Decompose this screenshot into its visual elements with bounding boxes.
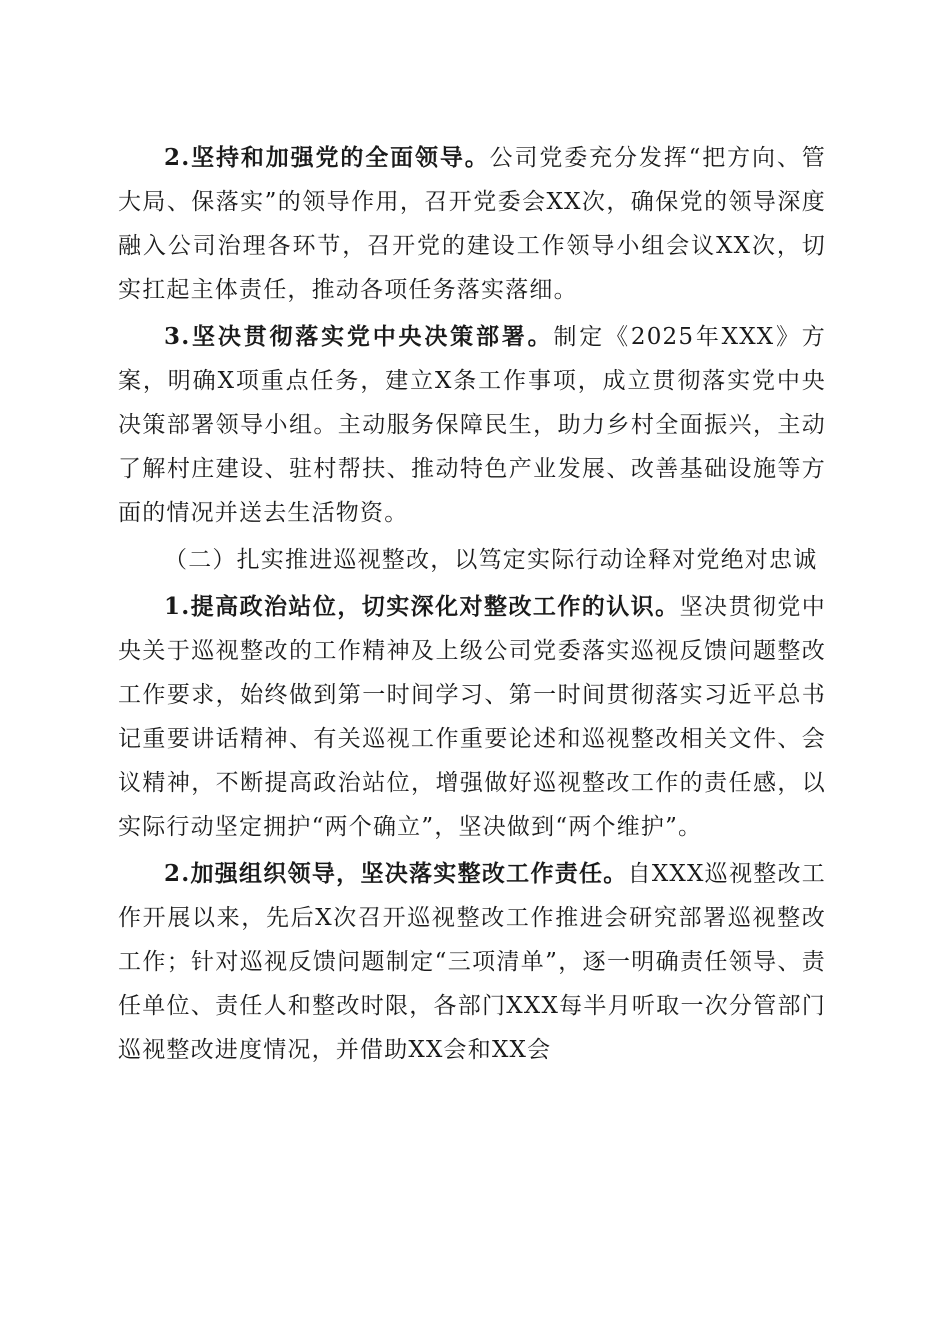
section-title: （二）扎实推进巡视整改，以笃定实际行动诠释对党绝对忠诚 bbox=[164, 547, 818, 573]
paragraph-text: 公司党委充分发挥“把方向、管大局、保落实”的领导作用，召开党委会XX次，确保党的领导深度融入公司治理各环节，召开党的建设工作领导小组会议XX次，切实扛起主体责任，推动各项任务落实落细。 bbox=[118, 145, 826, 303]
paragraph-heading: 1.提高政治站位，切实深化对整改工作的认识。 bbox=[164, 593, 680, 620]
paragraph-text: 制定《2025年XXX》方案，明确X项重点任务，建立X条工作事项，成立贯彻落实党中央决策部署领导小组。主动服务保障民生，助力乡村全面振兴，主动了解村庄建设、驻村帮扶、推动特色产业发展、改善基础设施等方面的情况并送去生活物资。 bbox=[118, 324, 826, 526]
paragraph-text: 自XXX巡视整改工作开展以来，先后X次召开巡视整改工作推进会研究部署巡视整改工作；针对巡视反馈问题制定“三项清单”，逐一明确责任领导、责任单位、责任人和整改时限，各部门XXX每半月听取一次分管部门巡视整改进度情况，并借助XX会和XX会 bbox=[118, 861, 826, 1063]
paragraph-organizational-leadership bbox=[118, 852, 826, 1072]
document-body bbox=[118, 136, 826, 1075]
paragraph-heading: 3.坚决贯彻落实党中央决策部署。 bbox=[164, 323, 554, 350]
paragraph-political-standing bbox=[118, 585, 826, 849]
paragraph-central-decisions bbox=[118, 315, 826, 535]
paragraph-text: 坚决贯彻党中央关于巡视整改的工作精神及上级公司党委落实巡视反馈问题整改工作要求，始终做到第一时间学习、第一时间贯彻落实习近平总书记重要讲话精神、有关巡视工作重要论述和巡视整改相关文件、会议精神，不断提高政治站位，增强做好巡视整改工作的责任感，以实际行动坚定拥护“两个确立”，坚决做到“两个维护”。 bbox=[118, 594, 826, 840]
paragraph-heading: 2.加强组织领导，坚决落实整改工作责任。 bbox=[164, 860, 628, 887]
paragraph-heading: 2.坚持和加强党的全面领导。 bbox=[164, 144, 490, 171]
paragraph-leadership bbox=[118, 136, 826, 312]
